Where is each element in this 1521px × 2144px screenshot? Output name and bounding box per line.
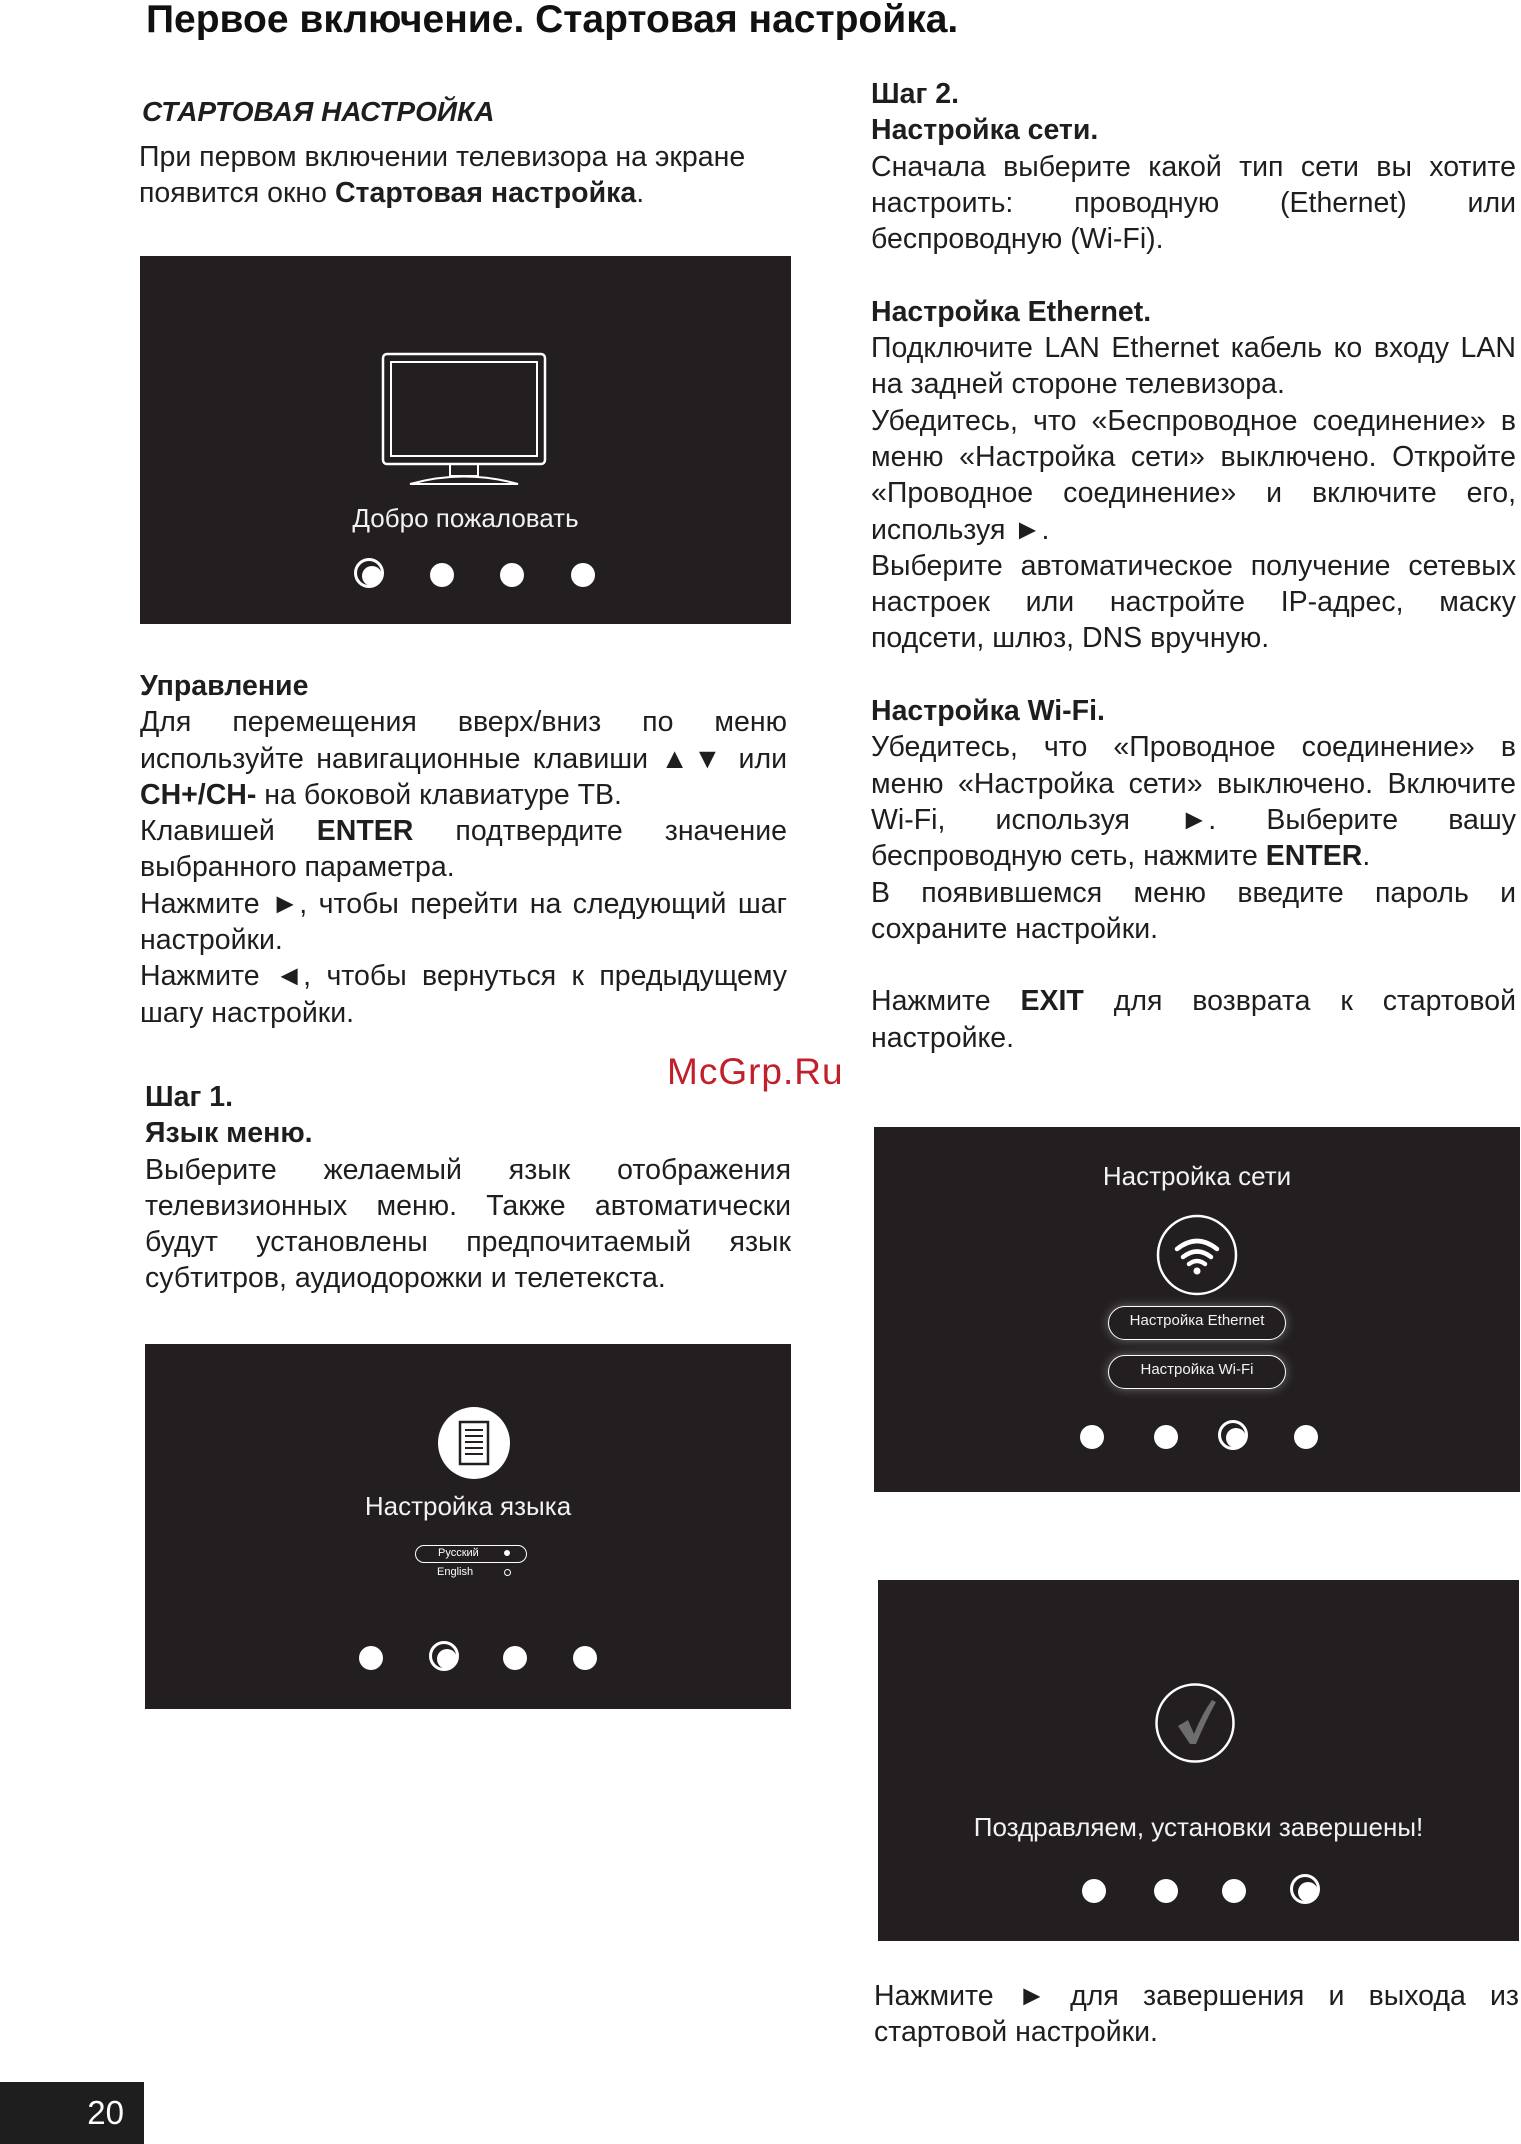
welcome-screen (140, 256, 791, 624)
progress-dot (1154, 1879, 1178, 1903)
progress-dot (500, 563, 524, 587)
control-heading: Управление (140, 670, 309, 702)
control-text-4: Нажмите ◄, чтобы вернуться к предыдущему шагу настройки. (140, 960, 787, 1029)
control-text-2: Клавишей (140, 815, 317, 848)
exit-text: Нажмите (871, 985, 1021, 1018)
control-text-1: Для перемещения вверх/вниз по меню используйте навигационные клавиши ▲▼ или (140, 706, 787, 775)
page-number: 20 (0, 2082, 144, 2144)
ethernet-text-3: Выберите автоматическое получение сетевых настроек или настройте IP-адрес, маску подсети, шлюз, DNS вручную. (871, 549, 1516, 655)
progress-dot (1082, 1879, 1106, 1903)
watermark: McGrp.Ru (667, 1051, 844, 1092)
exit-key: EXIT (1020, 985, 1084, 1018)
network-screen (874, 1127, 1520, 1492)
intro-text: При первом включении телевизора на экране появится окно (139, 141, 746, 210)
document-icon (437, 1406, 511, 1480)
wifi-setup-button[interactable]: Настройка Wi-Fi (1108, 1355, 1286, 1389)
finish-text: Нажмите ► для завершения и выхода из стартовой настройки. (874, 1980, 1519, 2049)
progress-dot (430, 563, 454, 587)
intro-bold: Стартовая настройка (334, 177, 637, 210)
progress-dot-active (1218, 1420, 1248, 1450)
language-option-label: English (437, 1566, 474, 1578)
intro-paragraph (139, 139, 789, 212)
progress-dots (878, 1874, 1519, 1908)
wifi-text-2: В появившемся меню введите пароль и сохраните настройки. (871, 876, 1516, 945)
progress-dot (571, 563, 595, 587)
tv-icon (380, 351, 548, 491)
enter-key: ENTER (1265, 840, 1363, 873)
progress-dot (1154, 1425, 1178, 1449)
language-label: Настройка языка (364, 1491, 572, 1521)
step1-subheading: Язык меню. (145, 1117, 313, 1150)
control-section (140, 668, 787, 1031)
complete-screen (878, 1580, 1519, 1941)
wifi-text-1-end: . (1362, 840, 1371, 873)
ch-keys: CH+/CH- (140, 778, 257, 811)
step1-heading: Шаг 1. (145, 1081, 234, 1113)
ethernet-text-2: Убедитесь, что «Беспроводное соединение» в меню «Настройка сети» выключено. Откройте «Проводное соединение» и включите его, используя ►. (871, 404, 1516, 546)
startup-heading: СТАРТОВАЯ НАСТРОЙКА (142, 96, 495, 127)
control-text-3: Нажмите ►, чтобы перейти на следующий шаг настройки. (140, 887, 787, 957)
step1-section (145, 1079, 791, 1297)
wifi-icon (1155, 1213, 1239, 1297)
control-text-1-end: на боковой клавиатуре ТВ. (256, 778, 622, 811)
progress-dot (1222, 1879, 1246, 1903)
ethernet-setup-button[interactable]: Настройка Ethernet (1108, 1306, 1286, 1340)
intro-end: . (636, 177, 645, 210)
ethernet-text-1: Подключите LAN Ethernet кабель ко входу LAN на задней стороне телевизора. (871, 332, 1516, 401)
progress-dots (145, 1641, 791, 1675)
page-title: Первое включение. Стартовая настройка. (146, 0, 959, 41)
language-screen (145, 1344, 791, 1709)
ethernet-heading: Настройка Ethernet. (871, 295, 1152, 328)
step2-text: Сначала выберите какой тип сети вы хотите настроить: проводную (Ethernet) или беспроводную (Wi-Fi). (871, 150, 1516, 256)
progress-dots (140, 558, 791, 592)
finish-section (874, 1978, 1519, 2051)
enter-key: ENTER (316, 815, 414, 848)
step1-text: Выберите желаемый язык отображения телевизионных меню. Также автоматически будут установлены предпочитаемый язык субтитров, аудиодорожки и телетекста. (145, 1153, 791, 1295)
progress-dot (503, 1646, 527, 1670)
progress-dots (874, 1420, 1520, 1454)
progress-dot (573, 1646, 597, 1670)
progress-dot (359, 1646, 383, 1670)
radio-empty-icon (504, 1569, 511, 1576)
progress-dot-active (1290, 1874, 1320, 1904)
language-option-russian[interactable] (415, 1545, 527, 1563)
progress-dot-active (354, 558, 384, 588)
progress-dot-active (429, 1641, 459, 1671)
exit-text-end: для возврата к стартовой настройке. (871, 985, 1516, 1054)
checkmark-icon (1154, 1682, 1236, 1764)
progress-dot (1080, 1425, 1104, 1449)
network-label: Настройка сети (1102, 1161, 1292, 1191)
radio-selected-icon (504, 1550, 510, 1556)
step2-section (871, 76, 1516, 1056)
control-text-2-end: подтвердите значение выбранного параметра. (140, 815, 787, 884)
language-option-english[interactable] (415, 1563, 527, 1581)
progress-dot (1294, 1425, 1318, 1449)
step2-heading: Шаг 2. (871, 78, 960, 110)
wifi-text-1: Убедитесь, что «Проводное соединение» в меню «Настройка сети» выключено. Включите Wi-Fi, используя ►. Выберите вашу беспроводную сеть, нажмите (871, 731, 1516, 873)
step2-subheading: Настройка сети. (871, 114, 1099, 147)
welcome-label: Добро пожаловать (352, 503, 579, 533)
wifi-heading: Настройка Wi-Fi. (871, 695, 1105, 728)
complete-label: Поздравляем, установки завершены! (973, 1812, 1424, 1842)
language-option-label: Русский (438, 1547, 479, 1559)
